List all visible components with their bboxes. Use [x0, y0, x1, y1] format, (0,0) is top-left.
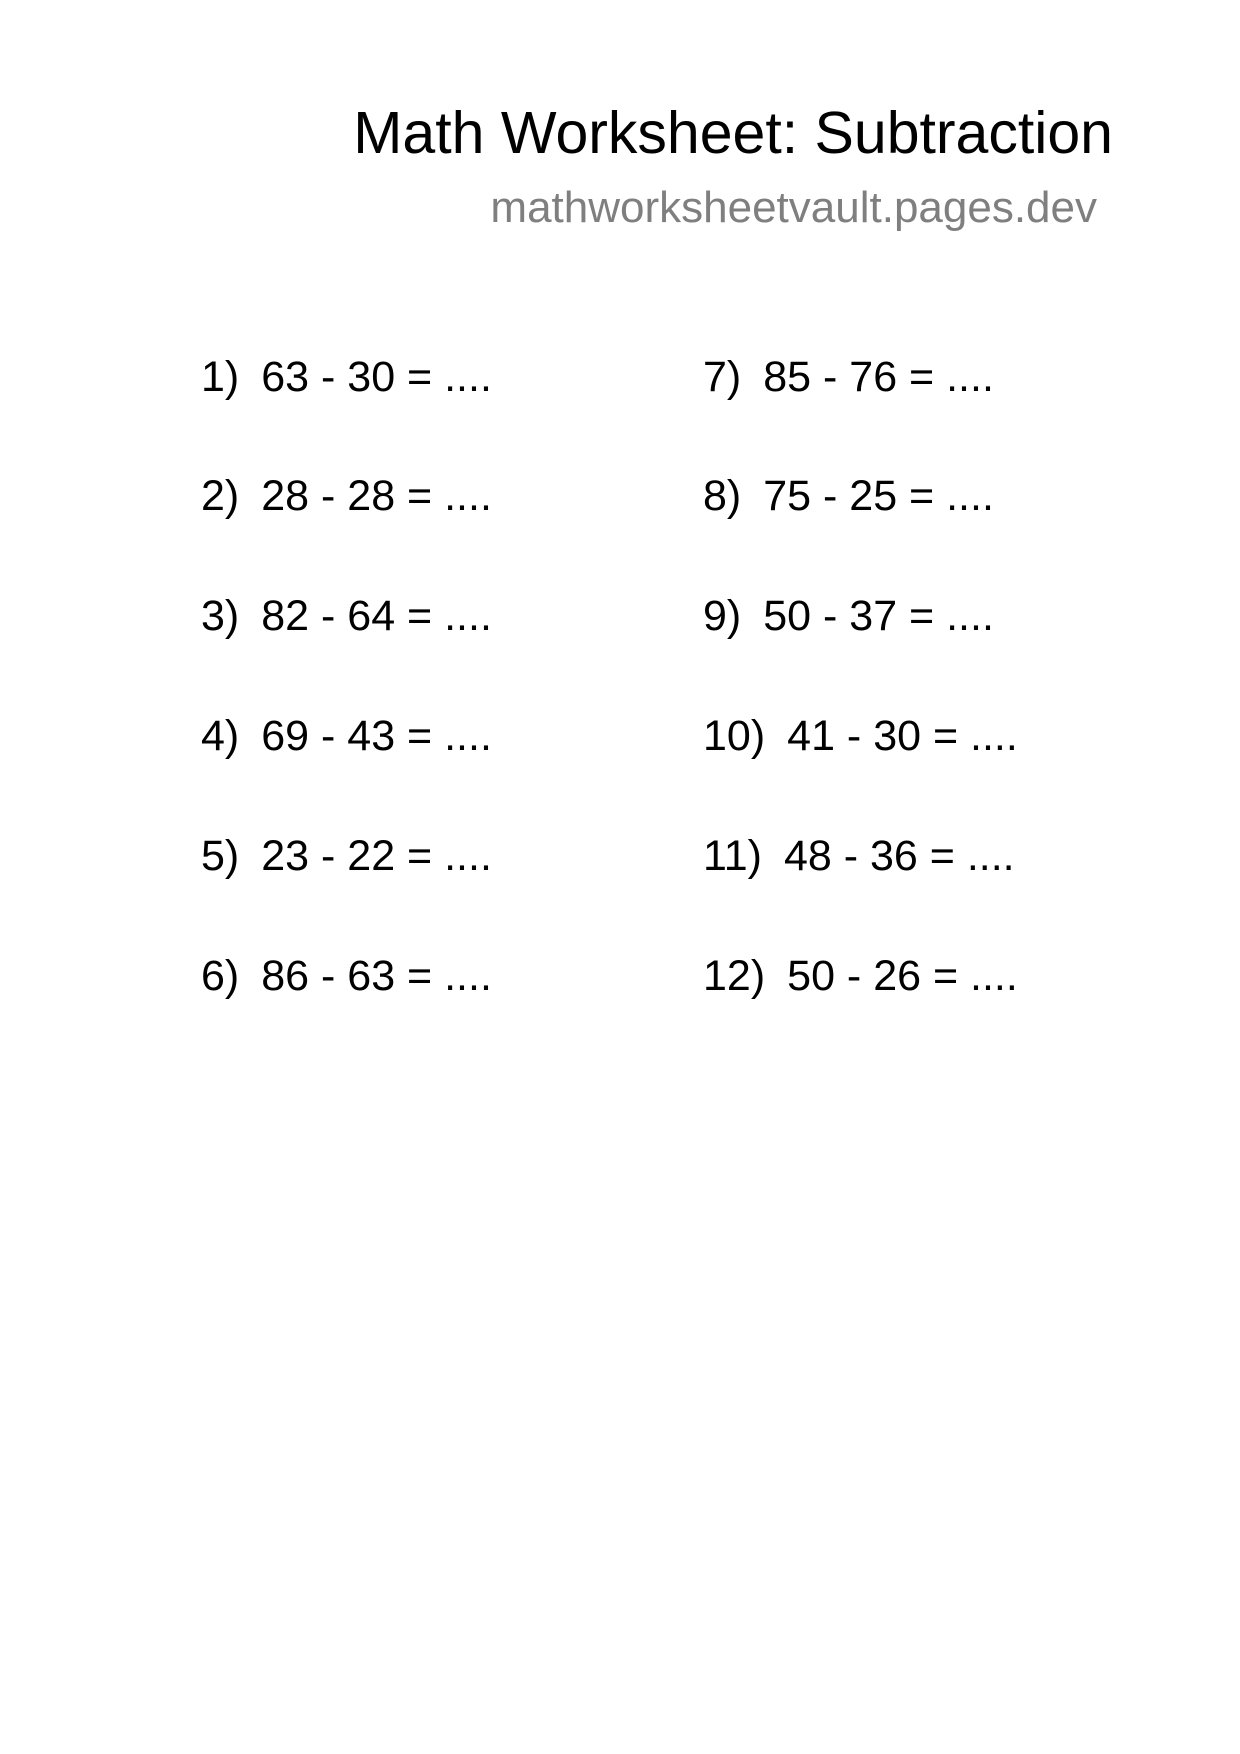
problem-8 — [703, 470, 994, 522]
problem-number: 10) — [703, 712, 766, 760]
problem-number: 9) — [703, 592, 742, 640]
problem-expression: 48 - 36 = .... — [783, 832, 1015, 880]
problem-9 — [703, 590, 994, 642]
problem-number: 1) — [201, 353, 240, 401]
page-subtitle: mathworksheetvault.pages.dev — [490, 183, 1097, 232]
problem-3 — [201, 590, 492, 642]
problem-expression: 75 - 25 = .... — [763, 472, 994, 520]
problem-number: 8) — [703, 472, 742, 520]
problem-number: 12) — [703, 952, 766, 1000]
problem-expression: 23 - 22 = .... — [261, 832, 492, 880]
problem-expression: 50 - 37 = .... — [763, 592, 994, 640]
problem-number: 6) — [201, 952, 240, 1000]
problem-4 — [201, 710, 492, 762]
problem-expression: 50 - 26 = .... — [787, 952, 1018, 1000]
problem-2 — [201, 470, 492, 522]
problem-number: 5) — [201, 832, 240, 880]
problem-expression: 86 - 63 = .... — [261, 952, 492, 1000]
problem-10 — [703, 710, 1018, 762]
problem-7 — [703, 351, 994, 403]
problem-12 — [703, 950, 1018, 1002]
problem-1 — [201, 351, 492, 403]
problem-expression: 41 - 30 = .... — [787, 712, 1018, 760]
problem-6 — [201, 950, 492, 1002]
problem-number: 4) — [201, 712, 240, 760]
problem-expression: 63 - 30 = .... — [261, 353, 492, 401]
problem-expression: 69 - 43 = .... — [261, 712, 492, 760]
problem-number: 7) — [703, 353, 742, 401]
problem-5 — [201, 830, 492, 882]
problem-11 — [703, 830, 1015, 882]
problem-number: 11) — [703, 832, 762, 880]
problem-expression: 28 - 28 = .... — [261, 472, 492, 520]
page-title: Math Worksheet: Subtraction — [353, 100, 1113, 166]
problem-number: 3) — [201, 592, 240, 640]
problem-expression: 82 - 64 = .... — [261, 592, 492, 640]
problem-expression: 85 - 76 = .... — [763, 353, 994, 401]
problem-number: 2) — [201, 472, 240, 520]
